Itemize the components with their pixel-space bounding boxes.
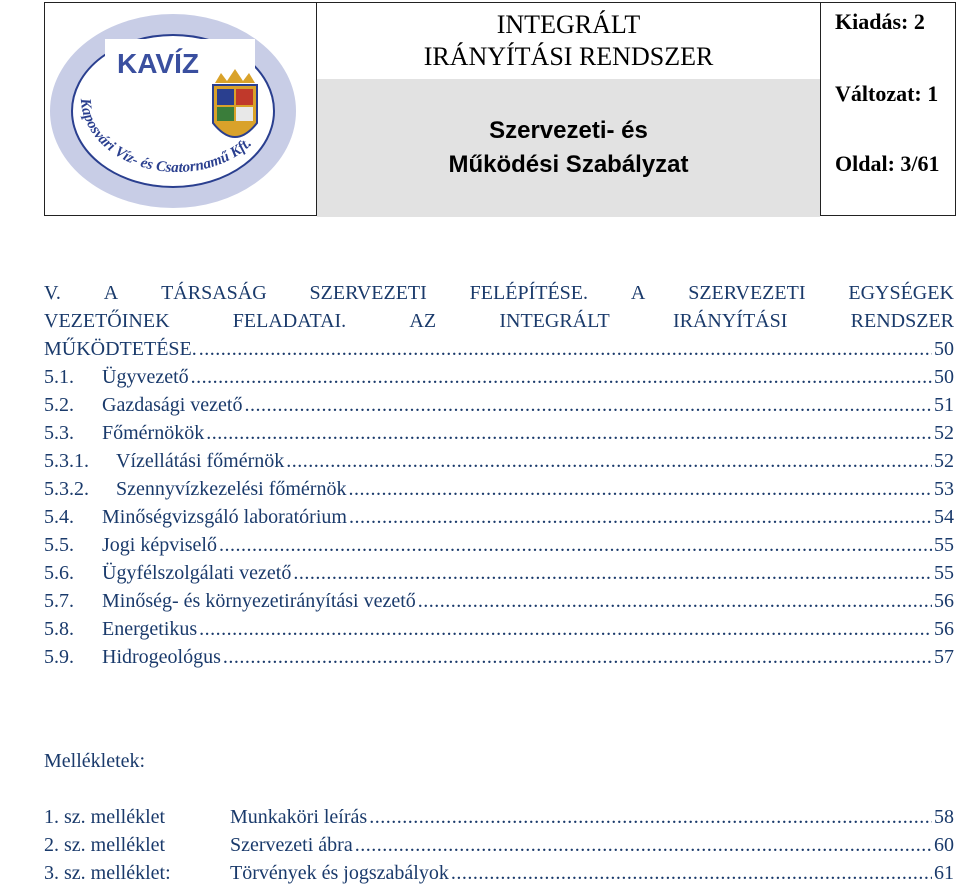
annex-page-number: 61	[934, 862, 954, 884]
dot-leader	[355, 831, 932, 859]
word: EGYSÉGEK	[848, 282, 954, 304]
toc-page-number: 55	[934, 562, 954, 584]
word: RENDSZER	[850, 310, 954, 332]
toc-page-number: 51	[934, 394, 954, 416]
system-title-line2: IRÁNYÍTÁSI RENDSZER	[423, 42, 714, 71]
annex-label: 2. sz. melléklet	[44, 834, 166, 856]
annex-label: 1. sz. melléklet	[44, 806, 166, 828]
toc-page-number: 56	[934, 590, 954, 612]
toc-entry[interactable]	[44, 475, 954, 503]
dot-leader	[206, 419, 932, 447]
dot-leader	[293, 559, 932, 587]
toc-entry-number: 5.3.2.	[44, 478, 89, 500]
toc-page-number: 52	[934, 422, 954, 444]
word: AZ	[409, 310, 437, 332]
toc-page-number: 52	[934, 450, 954, 472]
toc-page-number: 54	[934, 506, 954, 528]
title-cell	[317, 3, 821, 215]
toc-entry[interactable]	[44, 419, 954, 447]
document-title-line1: Szervezeti- és	[489, 117, 648, 144]
toc-entry[interactable]	[44, 615, 954, 643]
dot-leader	[349, 503, 932, 531]
annexes-heading: Mellékletek:	[44, 750, 146, 772]
toc-entry[interactable]	[44, 587, 954, 615]
annex-text: Szervezeti ábra	[230, 834, 353, 856]
word: INTEGRÁLT	[499, 310, 610, 332]
toc-page-number: 50	[934, 366, 954, 388]
annex-entry[interactable]	[44, 859, 954, 887]
toc-chapter-line1	[44, 279, 954, 307]
toc-page-number: 55	[934, 534, 954, 556]
coat-of-arms-icon	[213, 69, 257, 137]
toc-page-number: 57	[934, 646, 954, 668]
toc-entry-text: Hidrogeológus	[102, 646, 221, 668]
toc-entry-text: Minőség- és környezetirányítási vezető	[102, 590, 416, 612]
toc-chapter-heading	[44, 279, 954, 363]
word: IRÁNYÍTÁSI	[672, 310, 788, 332]
dot-leader	[348, 475, 932, 503]
toc-entry-number: 5.8.	[44, 618, 74, 640]
toc-entry-number: 5.4.	[44, 506, 74, 528]
toc-entry-number: 5.9.	[44, 646, 74, 668]
dot-leader	[191, 363, 932, 391]
toc-entry[interactable]	[44, 531, 954, 559]
toc-entry-text: Ügyvezető	[102, 366, 189, 388]
toc-page-number: 53	[934, 478, 954, 500]
document-title	[317, 79, 820, 217]
dot-leader	[418, 587, 932, 615]
toc-entry-text: Jogi képviselő	[102, 534, 217, 556]
toc-entry-number: 5.7.	[44, 590, 74, 612]
toc-entry-text: Ügyfélszolgálati vezető	[102, 562, 292, 584]
toc-entry-number: 5.1.	[44, 366, 74, 388]
dot-leader	[199, 615, 932, 643]
annexes-list	[44, 803, 954, 887]
annex-entry[interactable]	[44, 803, 954, 831]
dot-leader	[369, 803, 932, 831]
toc-entry-number: 5.5.	[44, 534, 74, 556]
system-title-line1: INTEGRÁLT	[496, 10, 641, 39]
edition-label: Kiadás: 2	[835, 9, 925, 34]
word: FELADATAI.	[232, 310, 347, 332]
toc-entry-text: Főmérnökök	[102, 422, 205, 444]
toc-page-number: 50	[934, 338, 954, 360]
logo-brand: KAVÍZ	[117, 48, 199, 79]
toc-entry-number: 5.3.	[44, 422, 74, 444]
annex-text: Munkaköri leírás	[230, 806, 368, 828]
toc-entry[interactable]	[44, 643, 954, 671]
word: V.	[44, 282, 61, 304]
toc-entry-text: Vízellátási főmérnök	[116, 450, 285, 472]
toc-entry-number: 5.3.1.	[44, 450, 89, 472]
word: FELÉPÍTÉSE.	[469, 282, 589, 304]
word: TÁRSASÁG	[161, 282, 267, 304]
word: SZERVEZETI	[688, 282, 806, 304]
toc-chapter-text: MŰKÖDTETÉSE.	[44, 338, 197, 360]
annex-page-number: 60	[934, 834, 954, 856]
table-of-contents	[44, 279, 954, 671]
toc-entry[interactable]	[44, 447, 954, 475]
toc-entry-number: 5.2.	[44, 394, 74, 416]
kaviz-logo	[45, 3, 315, 215]
toc-chapter-line3[interactable]	[44, 335, 954, 363]
toc-page-number: 56	[934, 618, 954, 640]
dot-leader	[286, 447, 932, 475]
dot-leader	[199, 335, 932, 363]
document-header	[44, 2, 956, 216]
word: A	[630, 282, 646, 304]
annex-label: 3. sz. melléklet:	[44, 862, 171, 884]
toc-entry-text: Szennyvízkezelési főmérnök	[116, 478, 347, 500]
dot-leader	[451, 859, 932, 887]
annex-entry[interactable]	[44, 831, 954, 859]
system-title	[317, 3, 820, 79]
toc-entry-text: Gazdasági vezető	[102, 394, 243, 416]
dot-leader	[223, 643, 932, 671]
toc-entry-number: 5.6.	[44, 562, 74, 584]
word: A	[103, 282, 119, 304]
toc-entry[interactable]	[44, 391, 954, 419]
annex-text: Törvények és jogszabályok	[230, 862, 449, 884]
toc-entry-text: Energetikus	[102, 618, 198, 640]
word: SZERVEZETI	[309, 282, 427, 304]
annex-page-number: 58	[934, 806, 954, 828]
toc-entry-text: Minőségvizsgáló laboratórium	[102, 506, 347, 528]
toc-entry[interactable]	[44, 559, 954, 587]
toc-entry[interactable]	[44, 503, 954, 531]
toc-entry[interactable]	[44, 363, 954, 391]
page-label: Oldal: 3/61	[835, 151, 940, 176]
version-label: Változat: 1	[835, 81, 939, 106]
logo-ring-text: Kaposvári Víz- és Csatornamű Kft.	[76, 97, 255, 177]
dot-leader	[219, 531, 932, 559]
dot-leader	[244, 391, 932, 419]
toc-chapter-line2	[44, 307, 954, 335]
meta-cell	[821, 3, 955, 215]
word: VEZETŐINEK	[44, 310, 170, 332]
logo-cell	[45, 3, 317, 215]
document-title-line2: Működési Szabályzat	[448, 151, 689, 178]
